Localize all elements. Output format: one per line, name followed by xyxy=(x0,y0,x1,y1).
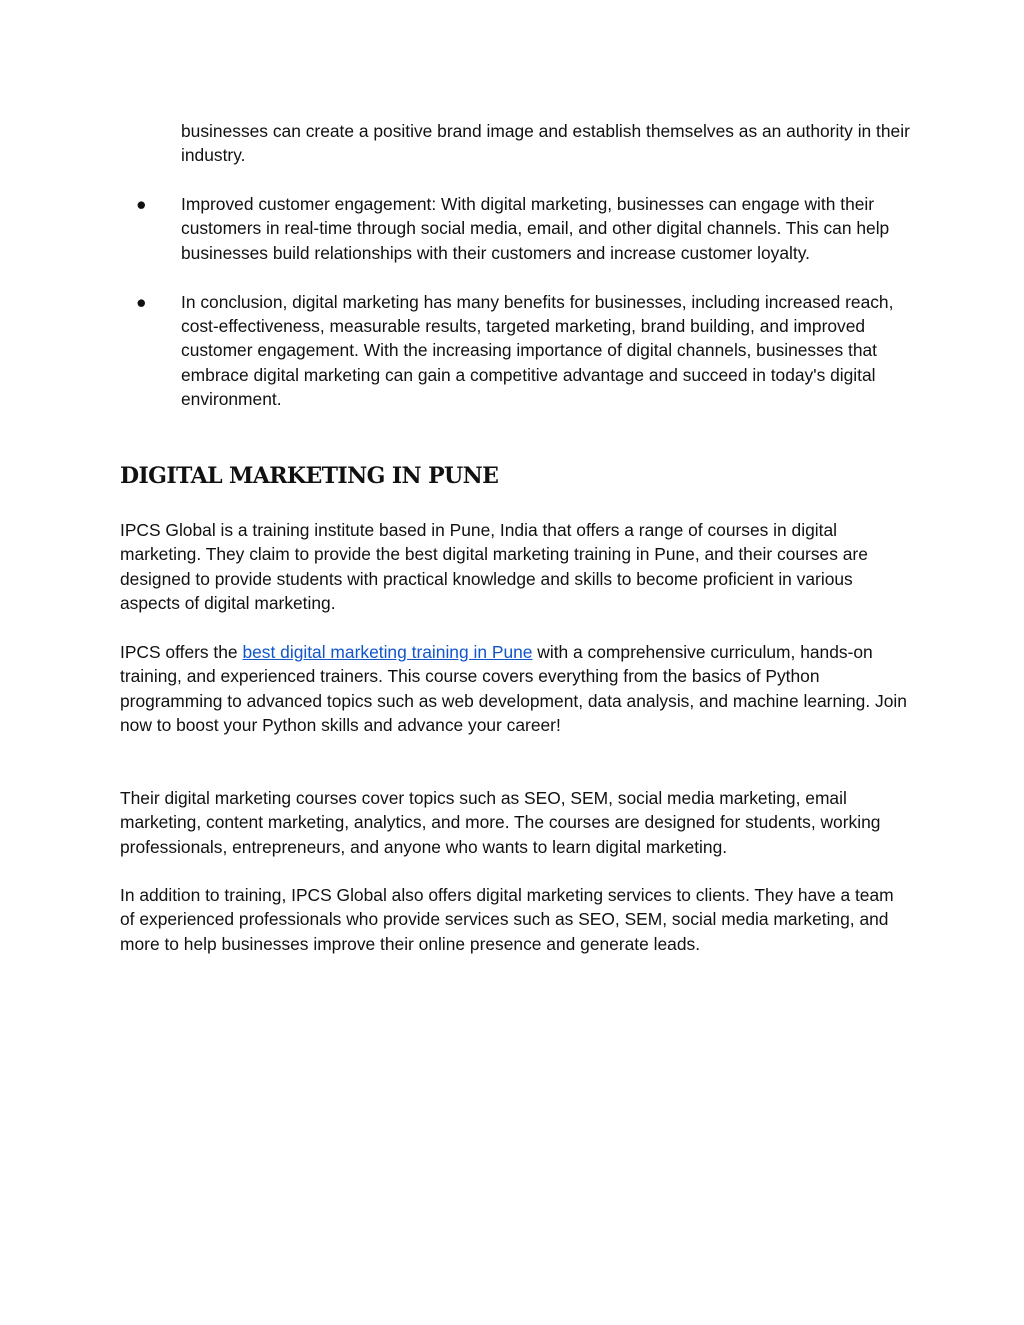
bullet-text: Improved customer engagement: With digital marketing, businesses can engage with their customers in real-time through social media, email, and other digital channels. This can help businesses build relationships with their customers and increase customer loyalty. xyxy=(181,194,890,263)
paragraph-ipcs-intro: IPCS Global is a training institute based in Pune, India that offers a range of courses in digital marketing. They claim to provide the best digital marketing training in Pune, and their courses are designed to provide students with practical knowledge and skills to become proficient in various aspects of digital marketing. xyxy=(120,520,868,614)
paragraph-services: In addition to training, IPCS Global also offers digital marketing services to clients. They have a team of experienced professionals who provide services such as SEO, SEM, social media marketing, and more to help businesses improve their online presence and generate leads. xyxy=(120,885,894,954)
paragraph-ipcs-offers xyxy=(120,640,910,738)
paragraph-text-after-link: with a comprehensive curriculum, hands-on training, and experienced trainers. This course covers everything from the basics of Python programming to advanced topics such as web development, data analysis, and machine learning. Join now to boost your Python skills and advance your career! xyxy=(120,642,907,736)
training-link[interactable]: best digital marketing training in Pune xyxy=(242,642,533,662)
bullet-item-customer-engagement xyxy=(120,192,920,265)
bullet-item-conclusion xyxy=(120,290,920,412)
bullet-text: In conclusion, digital marketing has many benefits for businesses, including increased reach, cost-effectiveness, measurable results, targeted marketing, brand building, and improved customer engagement. With the increasing importance of digital channels, businesses that embrace digital marketing can gain a competitive advantage and succeed in today's digital environment. xyxy=(181,291,894,410)
bullet-dot-icon: ● xyxy=(136,194,147,214)
bullet-dot-icon: ● xyxy=(136,291,147,312)
benefits-bullet-list xyxy=(120,192,920,436)
section-heading: DIGITAL MARKETING IN PUNE xyxy=(120,463,499,489)
paragraph-text-before-link: IPCS offers the xyxy=(120,642,243,662)
continuation-paragraph: businesses can create a positive brand image and establish themselves as an authority in their industry. xyxy=(181,121,910,166)
paragraph-course-topics: Their digital marketing courses cover topics such as SEO, SEM, social media marketing, email marketing, content marketing, analytics, and more. The courses are designed for students, working professionals, entrepreneurs, and anyone who wants to learn digital marketing. xyxy=(120,788,881,857)
